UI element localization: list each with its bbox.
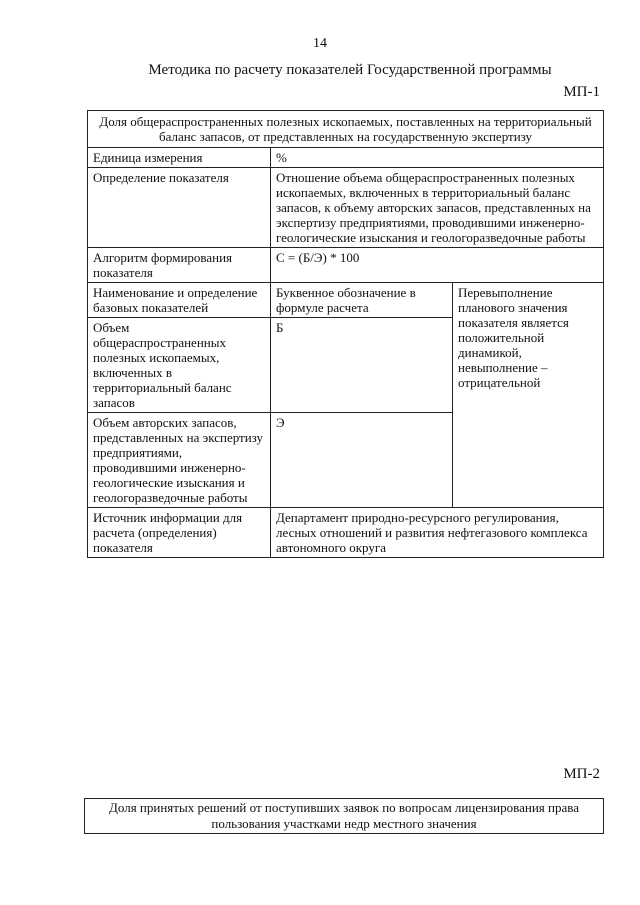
indicator-title-mp2: Доля принятых решений от поступивших заявок по вопросам лицензирования права пользования участками недр местного значения — [84, 798, 604, 834]
unit-value: % — [271, 148, 604, 168]
unit-label: Единица измерения — [88, 148, 271, 168]
indicator-code-mp1: МП-1 — [563, 84, 600, 100]
source-value: Департамент природно-ресурсного регулирования, лесных отношений и развития нефтегазового комплекса автономного округа — [271, 508, 604, 558]
letter-header: Буквенное обозначение в формуле расчета — [271, 283, 453, 318]
page-number: 14 — [313, 36, 327, 51]
algorithm-label: Алгоритм формирования показателя — [88, 248, 271, 283]
indicator-code-mp2: МП-2 — [563, 766, 600, 782]
document-heading: Методика по расчету показателей Государственной программы — [148, 62, 552, 78]
base-indicator-letter: Э — [271, 413, 453, 508]
table-row — [88, 148, 604, 168]
base-indicator-letter: Б — [271, 318, 453, 413]
table-row — [88, 168, 604, 248]
indicator-table-mp1 — [87, 110, 604, 558]
interpretation-text: Перевыполнение планового значения показателя является положительной динамикой, невыполнение – отрицательной — [453, 283, 604, 508]
table-row — [88, 248, 604, 283]
algorithm-value: С = (Б/Э) * 100 — [271, 248, 604, 283]
source-label: Источник информации для расчета (определения) показателя — [88, 508, 271, 558]
definition-label: Определение показателя — [88, 168, 271, 248]
table-row — [88, 111, 604, 148]
base-indicator-name: Объем общераспространенных полезных ископаемых, включенных в территориальный баланс запасов — [88, 318, 271, 413]
base-indicators-label: Наименование и определение базовых показателей — [88, 283, 271, 318]
table-row — [88, 508, 604, 558]
base-indicator-name: Объем авторских запасов, представленных на экспертизу предприятиями, проводившими инженерно-геологические изыскания и геологоразведочные работы — [88, 413, 271, 508]
indicator-title: Доля общераспространенных полезных ископаемых, поставленных на территориальный баланс запасов, от представленных на государственную экспертизу — [88, 111, 604, 148]
table-row — [88, 283, 604, 318]
definition-value: Отношение объема общераспространенных полезных ископаемых, включенных в территориальный баланс запасов, к объему авторских запасов, представленных на экспертизу предприятиями, проводившими инженерно-геологические изыскания и геологоразведочные работы — [271, 168, 604, 248]
